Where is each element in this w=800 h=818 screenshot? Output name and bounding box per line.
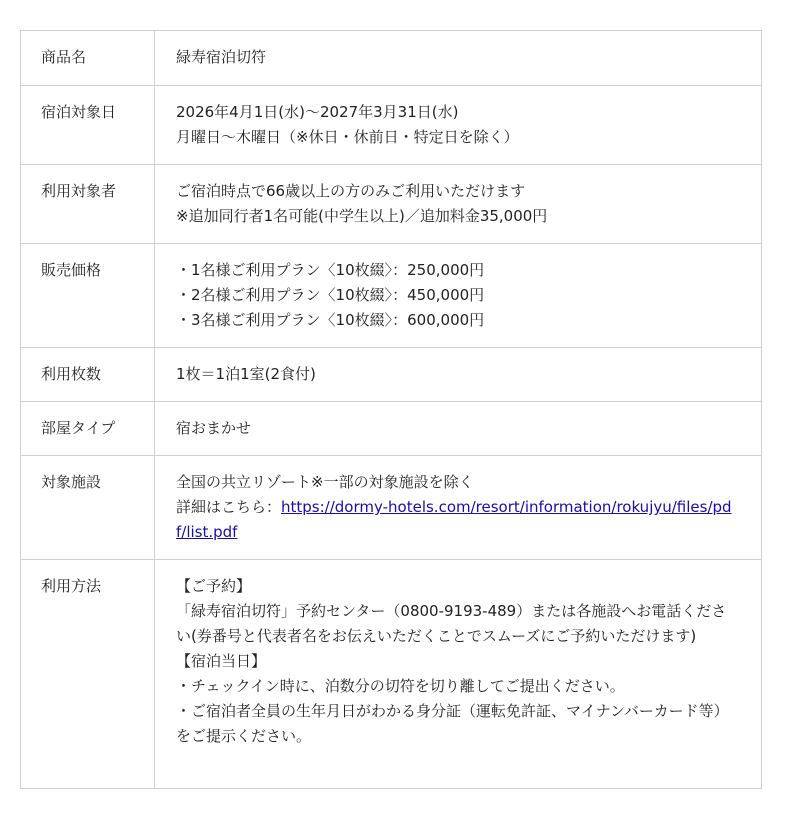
row-value xyxy=(155,402,762,456)
row-value xyxy=(155,165,762,244)
table-row xyxy=(21,456,762,560)
info-table-wrapper xyxy=(20,30,762,789)
value-line: 「緑寿宿泊切符」予約センター（0800-9193-489）または各施設へお電話ください(券番号と代表者名をお伝えいただくことでスムーズにご予約いただけます) xyxy=(176,602,727,645)
row-label: 利用枚数 xyxy=(21,348,155,402)
row-label: 利用方法 xyxy=(21,560,155,789)
row-label: 宿泊対象日 xyxy=(21,86,155,165)
value-line: 【宿泊当日】 xyxy=(176,652,267,670)
info-table xyxy=(20,30,762,789)
table-row xyxy=(21,86,762,165)
table-row xyxy=(21,31,762,86)
value-line: ・1名様ご利用プラン〈10枚綴〉：250,000円 xyxy=(176,261,485,279)
facility-list-link[interactable]: https://dormy-hotels.com/resort/information/rokujyu/files/pdf/list.pdf xyxy=(176,498,732,541)
value-line: 月曜日～木曜日（※休日・休前日・特定日を除く） xyxy=(176,128,519,146)
row-label: 部屋タイプ xyxy=(21,402,155,456)
value-line: 【ご予約】 xyxy=(176,577,252,595)
row-value xyxy=(155,560,762,789)
detail-line xyxy=(176,495,741,545)
detail-prefix: 詳細はこちら： xyxy=(176,498,282,516)
row-label: 販売価格 xyxy=(21,244,155,348)
value-line: ・3名様ご利用プラン〈10枚綴〉：600,000円 xyxy=(176,311,485,329)
row-value xyxy=(155,456,762,560)
value-line: ・ご宿泊者全員の生年月日がわかる身分証（運転免許証、マイナンバーカード等）をご提示ください。 xyxy=(176,702,729,745)
value-line: 1枚＝1泊1室(2食付) xyxy=(176,365,316,383)
value-line: ・チェックイン時に、泊数分の切符を切り離してご提出ください。 xyxy=(176,677,625,695)
row-value xyxy=(155,348,762,402)
value-line: 2026年4月1日(水)～2027年3月31日(水) xyxy=(176,103,459,121)
value-line: ※追加同行者1名可能(中学生以上)／追加料金35,000円 xyxy=(176,207,548,225)
value-line: ・2名様ご利用プラン〈10枚綴〉：450,000円 xyxy=(176,286,485,304)
table-row xyxy=(21,244,762,348)
row-label: 利用対象者 xyxy=(21,165,155,244)
value-line: 全国の共立リゾート※一部の対象施設を除く xyxy=(176,473,474,491)
row-value xyxy=(155,31,762,86)
table-row xyxy=(21,348,762,402)
row-value xyxy=(155,86,762,165)
value-line: 宿おまかせ xyxy=(176,419,252,437)
row-label: 対象施設 xyxy=(21,456,155,560)
row-label: 商品名 xyxy=(21,31,155,86)
table-row xyxy=(21,560,762,789)
table-row xyxy=(21,165,762,244)
row-value xyxy=(155,244,762,348)
value-line: 緑寿宿泊切符 xyxy=(176,48,267,66)
table-row xyxy=(21,402,762,456)
value-line: ご宿泊時点で66歳以上の方のみご利用いただけます xyxy=(176,182,526,200)
